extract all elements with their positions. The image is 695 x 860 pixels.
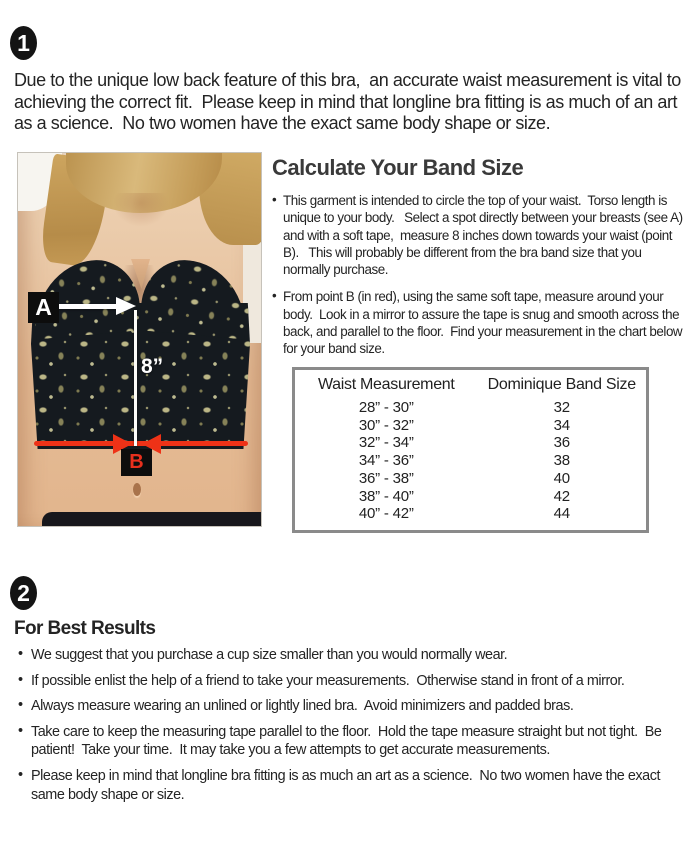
table-row [295, 505, 646, 523]
waist-value: 38” - 40” [358, 487, 414, 505]
list-item: • We suggest that you purchase a cup size smaller than you would normally wear. [17, 646, 689, 665]
point-a-arrow [54, 304, 118, 309]
band-value: 44 [553, 505, 570, 523]
band-value: 34 [553, 416, 570, 434]
step-2-badge: 2 [10, 576, 37, 610]
table-row [295, 399, 646, 417]
band-value: 38 [553, 452, 570, 470]
waist-value: 36” - 38” [358, 469, 414, 487]
band-size-instructions [272, 192, 686, 368]
point-a-arrowhead-icon [116, 297, 136, 315]
band-value: 42 [553, 487, 570, 505]
navel [133, 483, 141, 496]
bottom-garment [42, 512, 262, 527]
best-results-tips [17, 646, 689, 811]
list-item: • Always measure wearing an unlined or lightly lined bra. Avoid minimizers and padded bras. [17, 697, 689, 716]
step-1-badge: 1 [10, 26, 37, 60]
waist-value: 30” - 32” [358, 416, 414, 434]
band-value: 36 [553, 434, 570, 452]
point-a-label: A [28, 292, 59, 323]
neck-shadow [113, 193, 169, 227]
waist-value: 34” - 36” [358, 452, 414, 470]
table-row [295, 434, 646, 452]
band-value: 32 [553, 399, 570, 416]
table-row [295, 417, 646, 435]
table-row [295, 488, 646, 506]
waist-value: 32” - 34” [358, 434, 414, 452]
table-row [295, 470, 646, 488]
list-item: • Take care to keep the measuring tape parallel to the floor. Hold the tape measure straight but not tight. Be patient! Take your time. It may take you a few attempts to get accurate measurements. [17, 723, 689, 760]
list-item: • Please keep in mind that longline bra fitting is as much an art as a science. No two women have the exact same body shape or size. [17, 767, 689, 804]
vertical-measure-line [134, 310, 137, 446]
intro-paragraph: Due to the unique low back feature of this bra, an accurate waist measurement is vital to achieving the correct fit. Please keep in mind that longline bra fitting is as much of an art as a science. No two women have the exact same body shape or size. [14, 70, 686, 134]
point-b-label: B [121, 449, 152, 476]
measurement-photo [17, 152, 262, 527]
column-header-band: Dominique Band Size [487, 376, 636, 393]
band-size-heading: Calculate Your Band Size [272, 155, 524, 180]
eight-inch-label: 8” [141, 355, 164, 378]
best-results-heading: For Best Results [14, 618, 156, 639]
band-size-table [292, 367, 649, 533]
waist-value: 40” - 42” [358, 505, 414, 523]
band-value: 40 [553, 469, 570, 487]
waist-value: 28” - 30” [358, 399, 414, 416]
list-item: • If possible enlist the help of a friend to take your measurements. Otherwise stand in front of a mirror. [17, 672, 689, 691]
list-item: • From point B (in red), using the same soft tape, measure around your body. Look in a mirror to assure the tape is snug and smooth across the back, and parallel to the floor. Find your measurement in the chart below for your band size. [272, 288, 686, 357]
lace-bustier [31, 259, 250, 449]
bustier-right-cup [139, 257, 251, 340]
column-header-waist: Waist Measurement [317, 376, 455, 393]
table-header-row [295, 374, 646, 399]
table-row [295, 452, 646, 470]
red-waist-line [34, 441, 248, 446]
table-body [295, 399, 646, 523]
list-item: • This garment is intended to circle the top of your waist. Torso length is unique to your body. Select a spot directly between your breasts (see A) and with a soft tape, measure 8 inches down towards your waist (point B). This will probably be different from the bra band size that you normally purchase. [272, 192, 686, 278]
